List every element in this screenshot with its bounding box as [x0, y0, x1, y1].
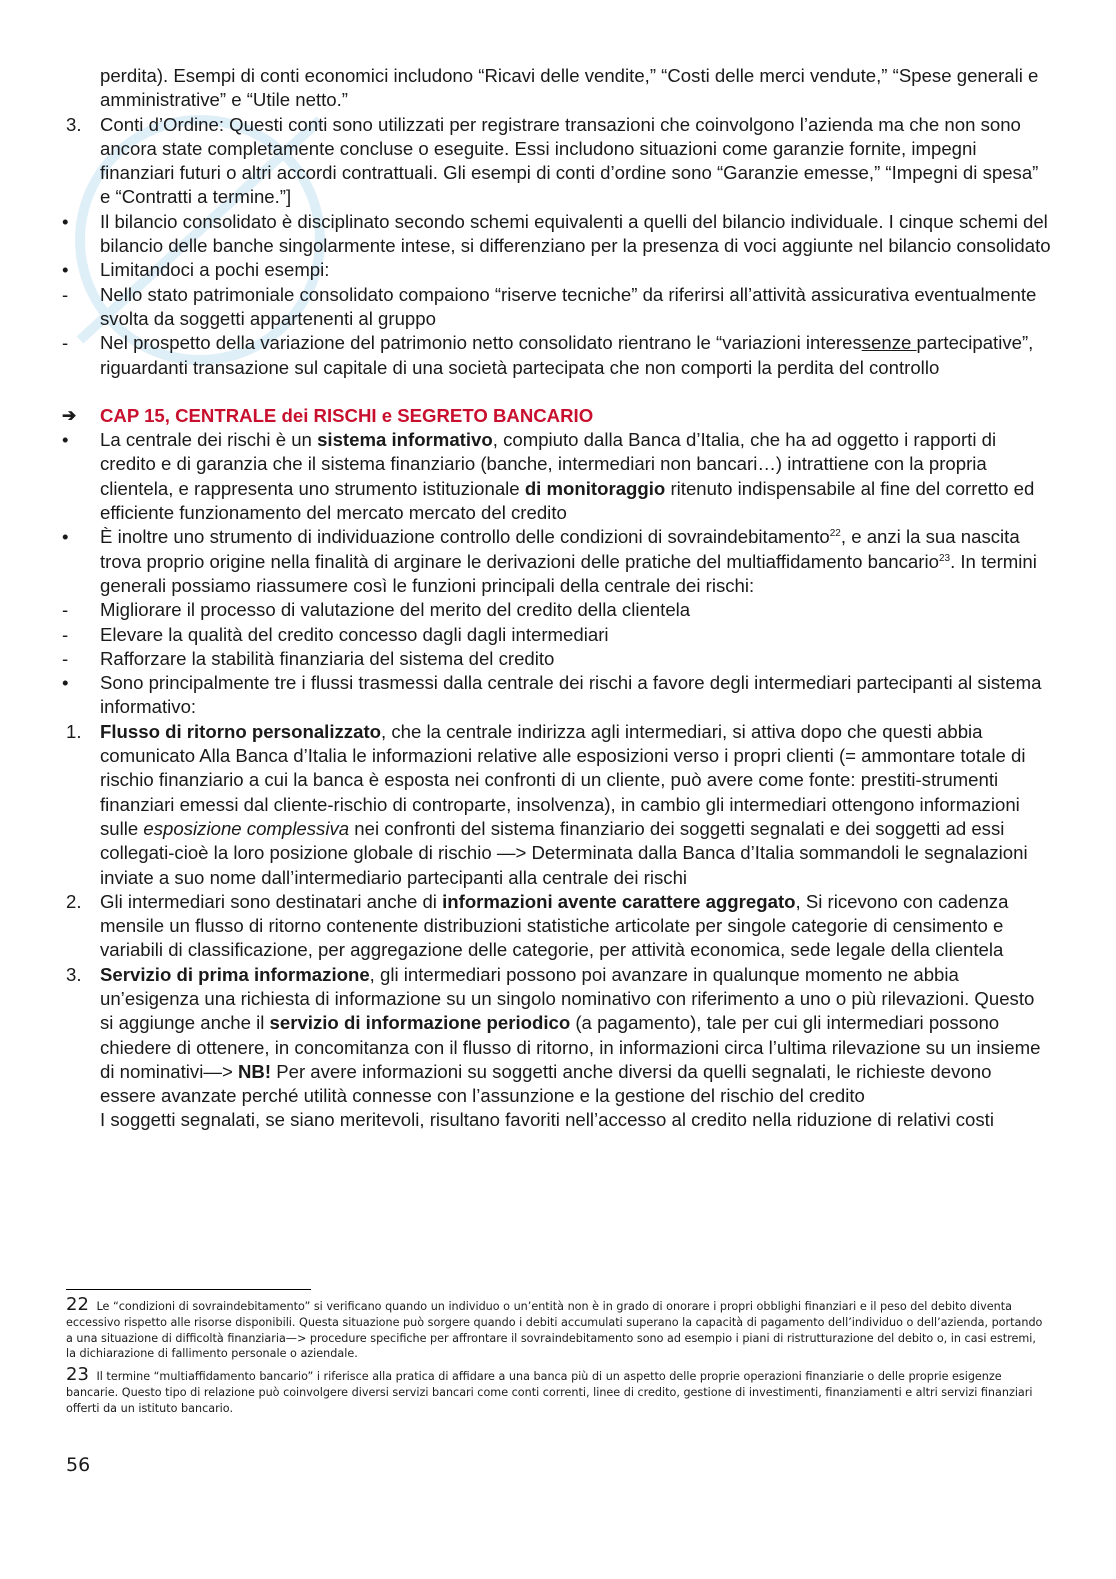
- dash-icon: -: [62, 332, 69, 354]
- bold-text: di monitoraggio: [524, 477, 666, 499]
- footnote-ref[interactable]: 23: [938, 552, 951, 564]
- bullet-icon: •: [62, 210, 69, 232]
- text-run: , che la centrale indirizza agli intermediari, si attiva dopo che questi abbia comunicato Alla Banca d’Italia le informazioni relative alle esposizioni verso i propri clienti (= ammontare totale di rischio finanziario a cui la banca è esposta nei confronti di un cliente, può avere come fonte: prestiti-strumenti finanziari emessi dal cliente-rischio di controparte, insolvenza), in cambio gli intermediari ottengono informazioni sulle: [100, 720, 1026, 839]
- paragraph: perdita). Esempi di conti economici includono “Ricavi delle vendite,” “Costi delle merci vendute,” “Spese generali e amministrative” e “Utile netto.”: [100, 65, 1039, 111]
- list-number: 2.: [66, 890, 82, 912]
- bold-text: servizio di informazione periodico: [269, 1012, 571, 1034]
- italic-text: esposizione complessiva: [143, 817, 350, 839]
- text-run: , e anzi la sua nascita trova proprio origine nella finalità di arginare le derivazioni delle pratiche del multiaffidamento bancario: [100, 526, 1020, 572]
- paragraph: Migliorare il processo di valutazione del merito del credito della clientela: [100, 599, 691, 621]
- paragraph: Sono principalmente tre i flussi trasmessi dalla centrale dei rischi a favore degli intermediari partecipanti al sistema informativo:: [100, 672, 1042, 718]
- list-item: [62, 1108, 1052, 1132]
- list-item: [62, 64, 1052, 113]
- text-run: , gli intermediari possono poi avanzare in qualunque momento ne abbia un’esigenza una richiesta di informazione su un singolo nominativo con riferimento a uno o più rilevazioni. Questo si aggiunge anche il: [100, 963, 1035, 1034]
- bullet-icon: •: [62, 429, 69, 451]
- dash-item: [62, 598, 1052, 622]
- numbered-item-2: [62, 890, 1052, 963]
- dash-icon: -: [62, 599, 69, 621]
- text-run: Per avere informazioni su soggetti anche diversi da quelli segnalati, le richieste devono essere avanzate perché utilità connesse con l’assunzione e la gestione del rischio del credito: [100, 1060, 992, 1107]
- text-run: ritenuto indispensabile al fine del corretto ed efficiente funzionamento del mercato mercato del credito: [100, 477, 1035, 524]
- paragraph: Conti d’Ordine: Questi conti sono utilizzati per registrare transazioni che coinvolgono l’azienda ma che non sono ancora state completamente concluse o eseguite. Essi includono situazioni come garanzie fornite, impegni finanziari futuri o altri accordi contrattuali. Gli esempi di conti d’ordine sono “Garanzie emesse,” “Impegni di spesa” e “Contratti a termine.”]: [100, 113, 1039, 208]
- paragraph: [100, 331, 1052, 380]
- text-run: nei confronti del sistema finanziario dei soggetti segnalati e dei soggetti ad essi collegati-cioè la loro posizione globale di rischio —> Determinata dalla Banca d’Italia sommandoli le segnalazioni inviate a suo nome dall’intermediario partecipanti alla centrale dei rischi: [100, 817, 1028, 888]
- text-run: , compiuto dalla Banca d’Italia, che ha ad oggetto i rapporti di credito e di garanzia che il sistema finanziario (banche, intermediari non bancari…) intrattiene con la propria clientela, e rappresenta uno strumento istituzionale: [100, 429, 997, 499]
- paragraph: Rafforzare la stabilità finanziaria del sistema del credito: [100, 647, 555, 669]
- page-number: 56: [66, 1454, 91, 1476]
- text-run: . In termini generali possiamo riassumere così le funzioni principali della centrale dei rischi:: [100, 550, 1037, 596]
- footnote-number: 22: [66, 1294, 89, 1315]
- footnotes: [66, 1296, 1046, 1421]
- text-run: (a pagamento), tale per cui gli intermediari possono chiedere di ottenere, in concomitanza con il flusso di ritorno, in informazioni circa l’ultima rilevazione su un insieme di nominativi—>: [100, 1012, 1041, 1082]
- page-body: [62, 64, 1052, 1133]
- bullet-icon: •: [62, 672, 69, 694]
- paragraph: I soggetti segnalati, se siano meritevoli, risultano favoriti nell’accesso al credito nella riduzione di relativi costi: [100, 1109, 994, 1131]
- dash-icon: -: [62, 647, 69, 669]
- paragraph: Il bilancio consolidato è disciplinato secondo schemi equivalenti a quelli del bilancio individuale. I cinque schemi del bilancio delle banche singolarmente intese, si differenziano per la presenza di voci aggiunte nel bilancio consolidato: [100, 210, 1051, 257]
- list-number: 1.: [66, 720, 82, 742]
- dash-item: [62, 331, 1052, 380]
- bullet-item: [62, 428, 1052, 525]
- bold-text: Servizio di prima informazione: [100, 963, 370, 985]
- text-run: Gli intermediari sono destinatari anche di: [100, 890, 443, 912]
- dash-icon: -: [62, 623, 69, 645]
- paragraph: [100, 720, 1052, 890]
- dash-item: [62, 623, 1052, 647]
- numbered-item-3: [62, 963, 1052, 1109]
- footnote-text: Le “condizioni di sovraindebitamento” si verificano quando un individuo o un’entità non è in grado di onorare i propri obblighi finanziari e il peso del debito diventa eccessivo rispetto alle risorse disponibili. Questa situazione può sorgere quando i debiti accumulati superano la capacità di pagamento dell’individuo o dell’azienda, portando a una situazione di difficoltà finanziaria—> procedure specifiche per affrontare il sovraindebitamento sono ad esempio i piani di ristrutturazione del debito o, in casi estremi, la dichiarazione di fallimento personale o aziendale.: [66, 1300, 1043, 1361]
- footnote-22: [66, 1296, 1046, 1362]
- text-run: È inoltre uno strumento di individuazione controllo delle condizioni di sovraindebitamento: [100, 526, 830, 548]
- paragraph: Limitandoci a pochi esempi:: [100, 259, 330, 281]
- text-run: , Si ricevono con cadenza mensile un flusso di ritorno contenente distribuzioni statistiche articolate per singole categorie di censimento e variabili di classificazione, per aggregazione delle categorie, per attività economica, sede legale della clientela: [100, 890, 1009, 961]
- chapter-title: CAP 15, CENTRALE dei RISCHI e SEGRETO BANCARIO: [100, 404, 594, 426]
- dash-item: [62, 647, 1052, 671]
- text-run: partecipative”, riguardanti transazione sul capitale di una società partecipata che non comporti la perdita del controllo: [100, 332, 1034, 378]
- footnote-ref[interactable]: 22: [829, 528, 841, 540]
- dash-icon: -: [62, 283, 69, 305]
- bullet-item: [62, 671, 1052, 720]
- bullet-icon: •: [62, 259, 69, 281]
- text-run: La centrale dei rischi è un: [100, 429, 318, 451]
- dash-item: [62, 283, 1052, 332]
- numbered-item-3: [62, 113, 1052, 210]
- underlined-text: senze: [861, 332, 917, 354]
- bold-text: sistema informativo: [317, 429, 493, 451]
- bullet-icon: •: [62, 526, 69, 548]
- bold-text: NB!: [237, 1060, 272, 1082]
- list-number: 3.: [66, 113, 82, 135]
- bullet-item: [62, 258, 1052, 282]
- paragraph: [100, 525, 1052, 598]
- paragraph: Nello stato patrimoniale consolidato compaiono “riserve tecniche” da riferirsi all’attività assicurativa eventualmente svolta da soggetti appartenenti al gruppo: [100, 283, 1037, 329]
- bold-text: informazioni avente carattere aggregato: [442, 890, 796, 912]
- footnote-divider: [66, 1289, 311, 1290]
- list-number: 3.: [66, 963, 82, 985]
- footnote-number: 23: [66, 1364, 89, 1386]
- bold-text: Flusso di ritorno personalizzato: [100, 720, 381, 742]
- footnote-23: [66, 1366, 1046, 1416]
- paragraph: [100, 428, 1052, 525]
- paragraph: [100, 890, 1052, 963]
- arrow-right-icon: ➔: [62, 405, 77, 425]
- text-run: Nel prospetto della variazione del patrimonio netto consolidato rientrano le “variazioni interes: [100, 332, 862, 354]
- bullet-item: [62, 525, 1052, 598]
- bullet-item: [62, 210, 1052, 259]
- paragraph: [100, 963, 1052, 1109]
- chapter-heading: [62, 404, 1052, 428]
- footnote-text: Il termine “multiaffidamento bancario” i riferisce alla pratica di affidare a una banca più di un aspetto delle proprie operazioni finanziarie o delle proprie esigenze bancarie. Questo tipo di relazione può coinvolgere diversi servizi bancari come conti correnti, linee di credito, gestione di investimenti, finanziamenti e altri servizi finanziari offerti da un istituto bancario.: [66, 1370, 1033, 1415]
- paragraph: Elevare la qualità del credito concesso dagli dagli intermediari: [100, 623, 609, 645]
- numbered-item-1: [62, 720, 1052, 890]
